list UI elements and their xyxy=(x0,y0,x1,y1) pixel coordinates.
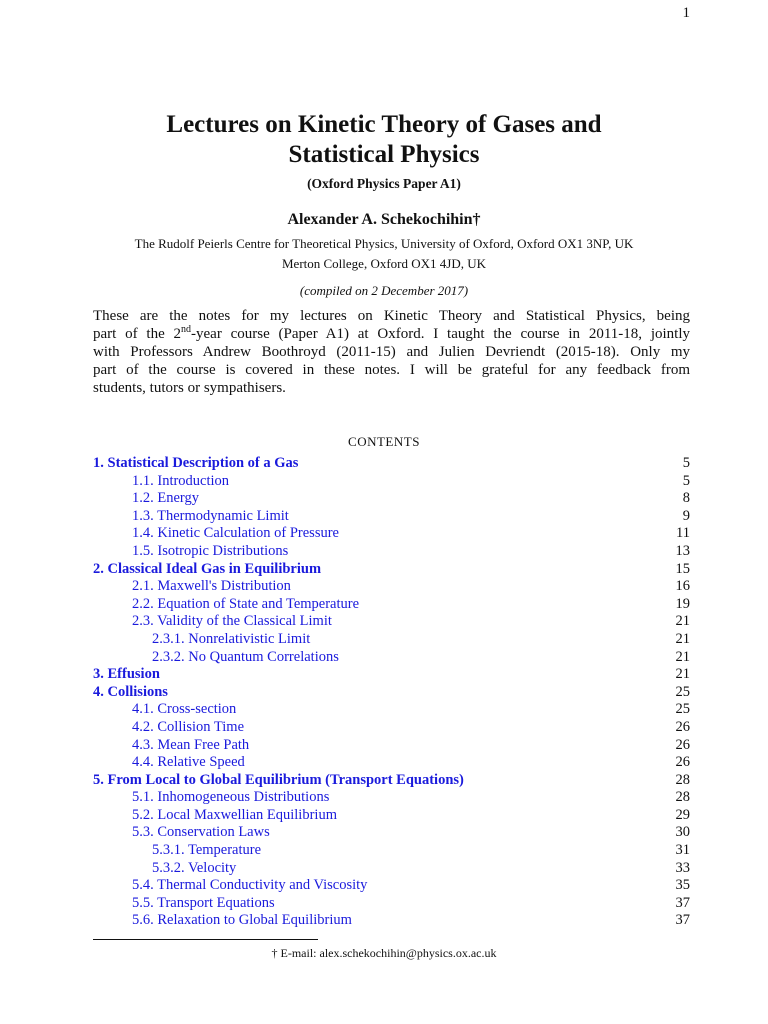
toc-entry-page: 28 xyxy=(675,771,690,788)
toc-entry[interactable] xyxy=(93,649,690,667)
toc-entry-page: 25 xyxy=(675,701,690,718)
toc-entry-link[interactable]: 1.5. Isotropic Distributions xyxy=(132,542,289,559)
toc-entry[interactable] xyxy=(93,578,690,596)
toc-entry-link[interactable]: 1.4. Kinetic Calculation of Pressure xyxy=(132,525,339,542)
toc-entry-page: 28 xyxy=(675,789,690,806)
toc-entry[interactable] xyxy=(93,666,690,684)
abstract-line-3: with Professors Andrew Boothroyd (2011-15) and Julien Devriendt (2015-18). Only my xyxy=(93,344,690,360)
toc-entry-link[interactable]: 2.3. Validity of the Classical Limit xyxy=(132,613,332,630)
toc-entry[interactable] xyxy=(93,525,690,543)
toc-entry-page: 5 xyxy=(682,472,690,489)
footnote: † E-mail: alex.schekochihin@physics.ox.ac.uk xyxy=(271,946,497,960)
toc-entry[interactable] xyxy=(93,684,690,702)
abstract-superscript: nd xyxy=(181,324,192,335)
toc-entry-link[interactable]: 4.2. Collision Time xyxy=(132,718,245,735)
abstract-line-2-pre: part of the 2 xyxy=(93,326,182,342)
toc-entry-page: 21 xyxy=(675,613,690,630)
toc-entry-page: 37 xyxy=(675,912,690,929)
toc-entry-page: 29 xyxy=(675,806,690,823)
abstract-line-2-post: -year course (Paper A1) at Oxford. I taught the course in 2011-18, jointly xyxy=(191,326,690,342)
toc-entry-link[interactable]: 5. From Local to Global Equilibrium (Transport Equations) xyxy=(93,771,464,788)
toc-entry[interactable] xyxy=(93,807,690,825)
toc-entry-page: 25 xyxy=(675,683,690,700)
toc-entry[interactable] xyxy=(93,737,690,755)
toc-entry-page: 37 xyxy=(675,894,690,911)
toc-entry-page: 5 xyxy=(682,455,690,471)
page-number: 1 xyxy=(682,5,690,21)
toc-entry-link[interactable]: 2. Classical Ideal Gas in Equilibrium xyxy=(93,560,322,577)
subtitle: (Oxford Physics Paper A1) xyxy=(307,176,461,191)
toc-entry-link[interactable]: 4.3. Mean Free Path xyxy=(132,736,250,753)
toc-entry[interactable] xyxy=(93,631,690,649)
toc-entry-page: 21 xyxy=(675,630,690,647)
toc-entry[interactable] xyxy=(93,473,690,491)
toc-entry-page: 9 xyxy=(682,507,690,524)
toc-entry-page: 26 xyxy=(675,736,690,753)
toc-entry-link[interactable]: 5.6. Relaxation to Global Equilibrium xyxy=(132,912,352,929)
toc-entry[interactable] xyxy=(93,877,690,895)
toc-entry[interactable] xyxy=(93,772,690,790)
toc-entry-link[interactable]: 3. Effusion xyxy=(93,666,160,683)
toc-entry-page: 16 xyxy=(675,578,690,595)
toc-entry-page: 8 xyxy=(682,490,690,507)
toc-entry[interactable] xyxy=(93,754,690,772)
toc-entry-link[interactable]: 5.5. Transport Equations xyxy=(132,894,275,911)
toc-entry[interactable] xyxy=(93,490,690,508)
toc-entry-link[interactable]: 2.3.2. No Quantum Correlations xyxy=(152,648,339,665)
toc-entry-page: 19 xyxy=(675,595,690,612)
toc-entry[interactable] xyxy=(93,719,690,737)
contents-heading: CONTENTS xyxy=(348,434,420,449)
toc-entry-page: 35 xyxy=(675,877,690,894)
title-line-1: Lectures on Kinetic Theory of Gases and xyxy=(166,111,602,138)
toc-entry[interactable] xyxy=(93,613,690,631)
toc-entry-page: 11 xyxy=(676,525,690,542)
toc-entry-link[interactable]: 1.1. Introduction xyxy=(132,472,230,489)
abstract-line-4: part of the course is covered in these notes. I will be grateful for any feedback from xyxy=(93,362,690,378)
toc-entry-link[interactable]: 5.2. Local Maxwellian Equilibrium xyxy=(132,806,337,823)
compiled-date: (compiled on 2 December 2017) xyxy=(299,283,469,298)
abstract-line-1: These are the notes for my lectures on Kinetic Theory and Statistical Physics, being xyxy=(93,308,690,324)
toc-entry-link[interactable]: 4.4. Relative Speed xyxy=(132,754,245,771)
toc-entry-link[interactable]: 1. Statistical Description of a Gas xyxy=(93,455,299,471)
toc-entry[interactable] xyxy=(93,824,690,842)
toc-entry-link[interactable]: 4.1. Cross-section xyxy=(132,701,237,718)
toc-entry-page: 30 xyxy=(675,824,690,841)
toc-entry-page: 33 xyxy=(675,859,690,876)
abstract-line-5: students, tutors or sympathisers. xyxy=(93,380,286,396)
toc-entry-page: 13 xyxy=(675,542,690,559)
toc-entry[interactable] xyxy=(93,596,690,614)
toc-entry-link[interactable]: 5.3. Conservation Laws xyxy=(132,824,270,841)
toc-entry[interactable] xyxy=(93,561,690,579)
toc-entry-link[interactable]: 1.3. Thermodynamic Limit xyxy=(132,507,289,524)
table-of-contents xyxy=(93,455,690,930)
toc-entry[interactable] xyxy=(93,912,690,930)
title-line-2: Statistical Physics xyxy=(288,141,480,168)
toc-entry-page: 26 xyxy=(675,718,690,735)
toc-entry-link[interactable]: 2.2. Equation of State and Temperature xyxy=(132,595,360,612)
toc-entry[interactable] xyxy=(93,543,690,561)
toc-entry[interactable] xyxy=(93,508,690,526)
toc-entry-link[interactable]: 1.2. Energy xyxy=(132,490,199,507)
toc-entry[interactable] xyxy=(93,860,690,878)
toc-entry[interactable] xyxy=(93,455,690,473)
toc-entry-page: 21 xyxy=(675,648,690,665)
toc-entry-link[interactable]: 5.1. Inhomogeneous Distributions xyxy=(132,789,330,806)
affiliation-1: The Rudolf Peierls Centre for Theoretical Physics, University of Oxford, Oxford OX1 3NP, UK xyxy=(134,236,634,251)
toc-entry-link[interactable]: 5.4. Thermal Conductivity and Viscosity xyxy=(132,877,368,894)
toc-entry-link[interactable]: 4. Collisions xyxy=(93,683,168,700)
toc-entry-page: 31 xyxy=(675,842,690,859)
toc-entry-link[interactable]: 2.3.1. Nonrelativistic Limit xyxy=(152,630,311,647)
toc-entry-page: 15 xyxy=(675,560,690,577)
toc-entry[interactable] xyxy=(93,842,690,860)
abstract-line-2 xyxy=(93,325,690,343)
footnote-rule xyxy=(93,939,318,940)
toc-entry[interactable] xyxy=(93,895,690,913)
document-title xyxy=(0,110,768,170)
toc-entry-link[interactable]: 5.3.1. Temperature xyxy=(152,842,262,859)
toc-entry-link[interactable]: 2.1. Maxwell's Distribution xyxy=(132,578,291,595)
affiliation-2: Merton College, Oxford OX1 4JD, UK xyxy=(281,256,486,271)
toc-entry-page: 26 xyxy=(675,754,690,771)
toc-entry[interactable] xyxy=(93,701,690,719)
toc-entry-link[interactable]: 5.3.2. Velocity xyxy=(152,859,237,876)
abstract xyxy=(93,307,690,397)
toc-entry-page: 21 xyxy=(675,666,690,683)
toc-entry[interactable] xyxy=(93,789,690,807)
author: Alexander A. Schekochihin† xyxy=(287,211,481,228)
